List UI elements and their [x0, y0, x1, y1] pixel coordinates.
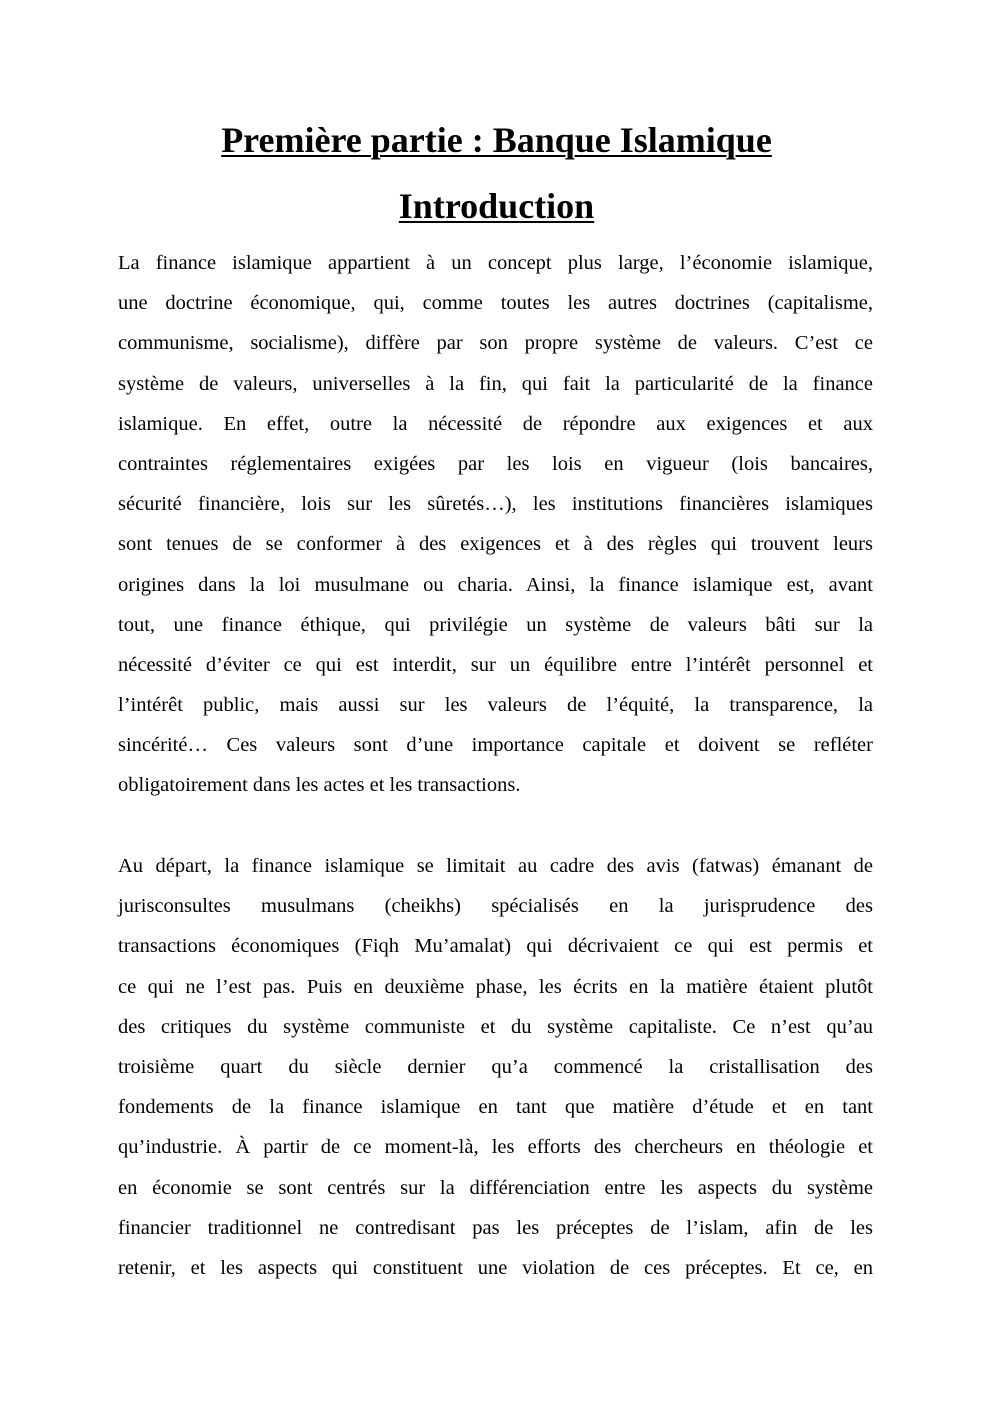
- page-title: [0, 120, 993, 160]
- paragraph-line: islamique. En effet, outre la nécessité de répondre aux exigences et aux: [118, 412, 873, 435]
- paragraph-line: sincérité… Ces valeurs sont d’une importance capitale et doivent se refléter: [118, 734, 873, 757]
- paragraph-line: des critiques du système communiste et du système capitaliste. Ce n’est qu’au: [118, 1015, 873, 1038]
- paragraph-line: financier traditionnel ne contredisant pas les préceptes de l’islam, afin de les: [118, 1216, 873, 1239]
- page-title-text: Première partie : Banque Islamique: [221, 120, 772, 160]
- section-title-text: Introduction: [398, 186, 595, 226]
- paragraph-line: transactions économiques (Fiqh Mu’amalat) qui décrivaient ce qui est permis et: [118, 935, 873, 958]
- paragraph-line: ce qui ne l’est pas. Puis en deuxième phase, les écrits en la matière étaient plutôt: [118, 975, 873, 998]
- paragraph-line: une doctrine économique, qui, comme toutes les autres doctrines (capitalisme,: [118, 292, 873, 315]
- paragraph-line: communisme, socialisme), diffère par son propre système de valeurs. C’est ce: [118, 332, 873, 355]
- paragraph-line: origines dans la loi musulmane ou charia. Ainsi, la finance islamique est, avant: [118, 573, 873, 596]
- paragraph-line: La finance islamique appartient à un concept plus large, l’économie islamique,: [118, 252, 873, 274]
- paragraph-line: retenir, et les aspects qui constituent une violation de ces préceptes. Et ce, en: [118, 1256, 873, 1279]
- section-title: [0, 186, 993, 226]
- paragraph-line: l’intérêt public, mais aussi sur les valeurs de l’équité, la transparence, la: [118, 694, 873, 717]
- paragraph-1: [118, 243, 873, 806]
- paragraph-line: qu’industrie. À partir de ce moment-là, les efforts des chercheurs en théologie et: [118, 1136, 873, 1159]
- paragraph-line: tout, une finance éthique, qui privilégie un système de valeurs bâti sur la: [118, 613, 873, 636]
- paragraph-line: fondements de la finance islamique en tant que matière d’étude et en tant: [118, 1096, 873, 1119]
- paragraph-line: troisième quart du siècle dernier qu’a commencé la cristallisation des: [118, 1055, 873, 1078]
- paragraph-line: sont tenues de se conformer à des exigences et à des règles qui trouvent leurs: [118, 533, 873, 556]
- paragraph-line: Au départ, la finance islamique se limitait au cadre des avis (fatwas) émanant de: [118, 855, 873, 877]
- paragraph-line: contraintes réglementaires exigées par les lois en vigueur (lois bancaires,: [118, 452, 873, 475]
- paragraph-line: jurisconsultes musulmans (cheikhs) spécialisés en la jurisprudence des: [118, 895, 873, 918]
- paragraph-line: nécessité d’éviter ce qui est interdit, sur un équilibre entre l’intérêt personnel et: [118, 653, 873, 676]
- paragraph-line: sécurité financière, lois sur les sûretés…), les institutions financières islamiques: [118, 493, 873, 516]
- paragraph-2: [118, 846, 873, 1288]
- paragraph-line: en économie se sont centrés sur la différenciation entre les aspects du système: [118, 1176, 873, 1199]
- paragraph-line: obligatoirement dans les actes et les transactions.: [118, 774, 521, 797]
- paragraph-line: système de valeurs, universelles à la fin, qui fait la particularité de la finance: [118, 372, 873, 395]
